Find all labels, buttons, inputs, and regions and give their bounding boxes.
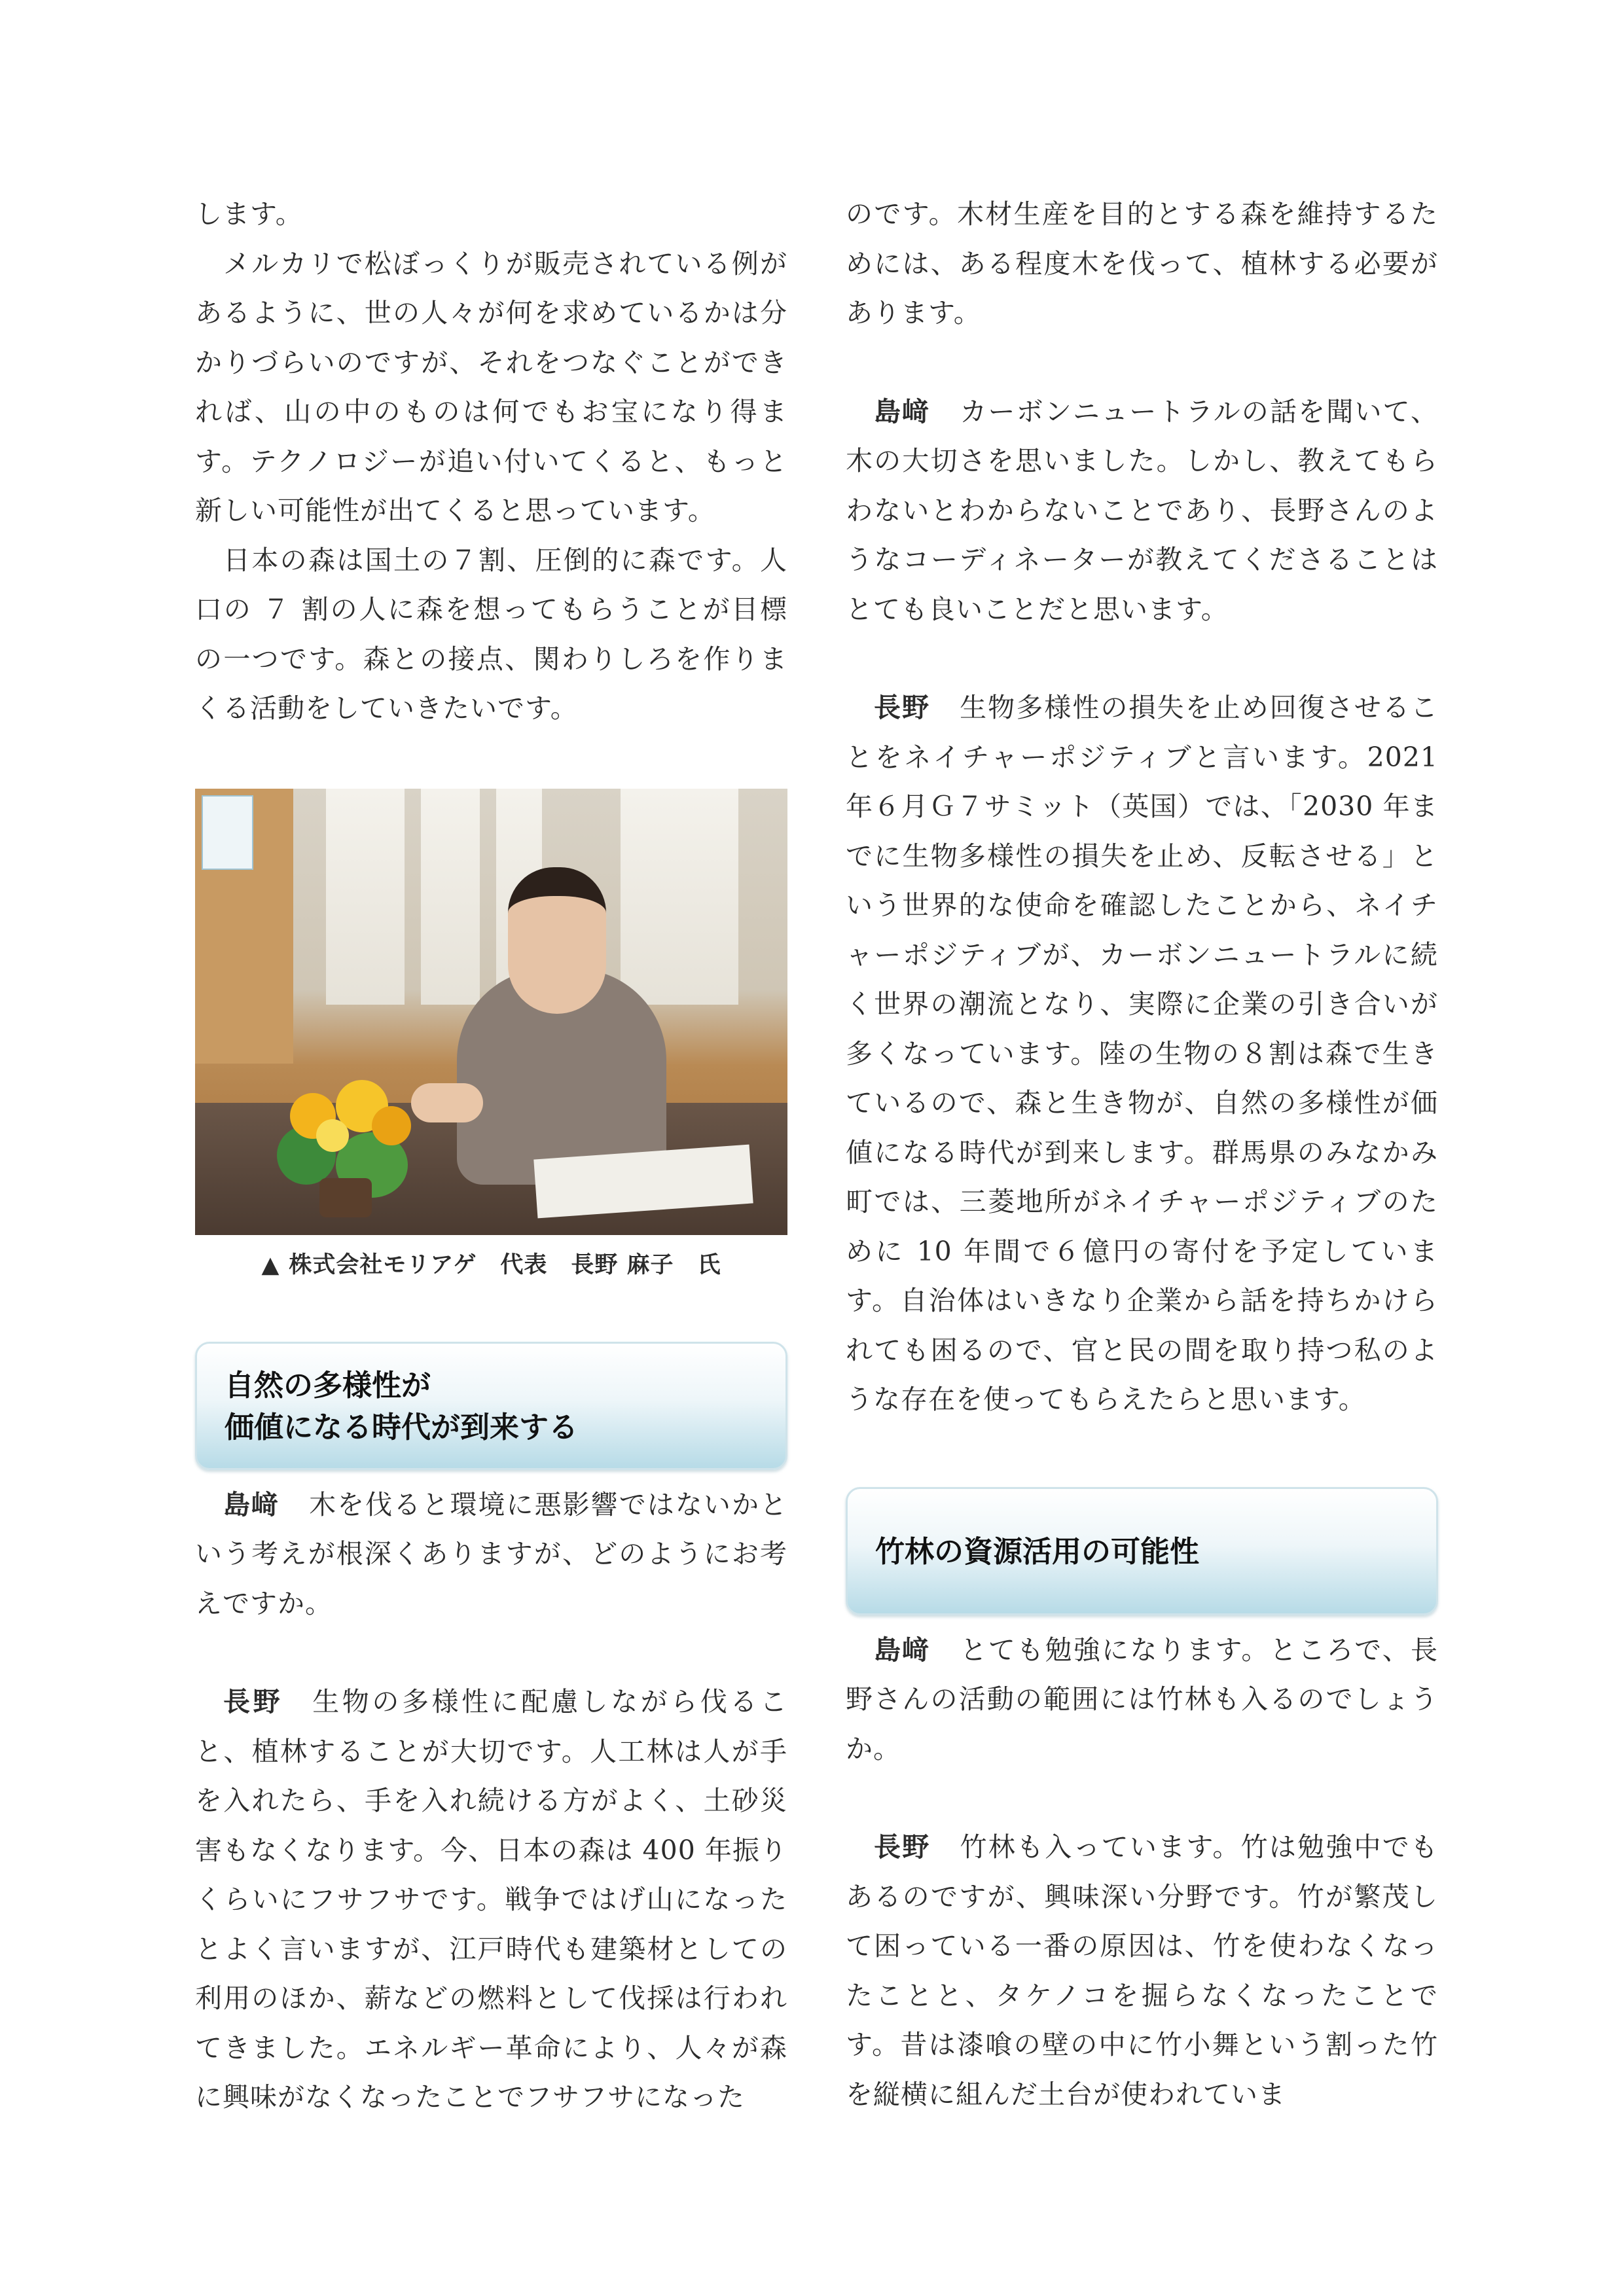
photo-window xyxy=(421,789,480,1005)
photo-wall-sign xyxy=(202,795,253,870)
speaker-name: 長野 xyxy=(874,1831,931,1863)
dialog-paragraph xyxy=(195,1480,787,1629)
photo-window xyxy=(621,789,738,1005)
paragraph: のです。木材生産を目的とする森を維持するためには、ある程度木を伐って、植林する必要があります。 xyxy=(846,198,1438,329)
dialog-paragraph xyxy=(846,1626,1438,1774)
paragraph: メルカリで松ぼっくりが販売されている例があるように、世の人々が何を求めているかは分かりづらいのですが、それをつなぐことができれば、山の中のものは何でもお宝になり得ます。テクノロジーが追い付いてくると、もっと新しい可能性が出てくると思っています。 xyxy=(195,247,787,526)
dialog-text: とても勉強になります。ところで、長野さんの活動の範囲には竹林も入るのでしょうか。 xyxy=(846,1634,1439,1765)
paragraph: 日本の森は国土の７割、圧倒的に森です。人口の ７ 割の人に森を想ってもらうことが目標の一つです。森との接点、関わりしろを作りまくる活動をしていきたいです。 xyxy=(195,544,787,724)
speaker-name: 長野 xyxy=(223,1686,283,1717)
speaker-name: 長野 xyxy=(874,692,931,723)
dialog-paragraph xyxy=(195,1677,787,2123)
dialog-paragraph xyxy=(846,1823,1438,2119)
flower-bouquet xyxy=(257,1080,427,1211)
photo-person-head xyxy=(508,867,606,1014)
speaker-name: 島﨑 xyxy=(874,395,931,427)
section-heading-line: 竹林の資源活用の可能性 xyxy=(875,1534,1200,1569)
dialog-text: 木を伐ると環境に悪影響ではないかという考えが根深くありますが、どのようにお考えですか。 xyxy=(195,1488,788,1619)
dialog-paragraph xyxy=(846,387,1438,635)
section-heading-box xyxy=(846,1487,1438,1615)
speaker-name: 島﨑 xyxy=(223,1488,280,1520)
caption-triangle-icon: ▲ xyxy=(261,1251,280,1278)
left-column xyxy=(195,190,787,2123)
section-heading-line: 価値になる時代が到来する xyxy=(225,1409,579,1444)
interview-photo xyxy=(195,789,787,1235)
section-heading-box xyxy=(195,1342,787,1470)
dialog-text: カーボンニュートラルの話を聞いて、木の大切さを思いました。しかし、教えてもらわないとわからないことであり、長野さんのようなコーディネーターが教えてくださることはとても良いことだと思います。 xyxy=(846,395,1439,625)
dialog-paragraph xyxy=(846,683,1438,1425)
section-heading-line: 自然の多様性が xyxy=(225,1367,431,1403)
dialog-text: 生物多様性の損失を止め回復させることをネイチャーポジティブと言います。2021 年６月Ｇ７サミット（英国）では、「2030 年までに生物多様性の損失を止め、反転させる」という世界的な使命を確認したことから、ネイチャーポジティブが、カーボンニュートラルに続く世界の潮流となり、実際に企業の引き合いが多くなっています。陸の生物の８割は森で生きているので、森と生き物が、自然の多様性が価値になる時代が到来します。群馬県のみなかみ町では、三菱地所がネイチャーポジティブのために 10 年間で６億円の寄付を予定しています。自治体はいきなり企業から話を持ちかけられても困るので、官と民の間を取り持つ私のような存在を使ってもらえたらと思います。 xyxy=(846,692,1439,1415)
dialog-text: 竹林も入っています。竹は勉強中でもあるのですが、興味深い分野です。竹が繁茂して困っている一番の原因は、竹を使わなくなったことと、タケノコを掘らなくなったことです。昔は漆喰の壁の中に竹小舞という割った竹を縦横に組んだ土台が使われていま xyxy=(846,1831,1439,2110)
speaker-name: 島﨑 xyxy=(874,1634,931,1666)
caption-text: 株式会社モリアゲ 代表 長野 麻子 氏 xyxy=(289,1251,721,1278)
right-column xyxy=(846,190,1438,2119)
photo-window xyxy=(326,789,405,1005)
paragraph: します。 xyxy=(195,198,303,230)
photo-caption xyxy=(195,1247,787,1280)
dialog-text: 生物の多様性に配慮しながら伐ること、植林することが大切です。人工林は人が手を入れたら、手を入れ続ける方がよく、土砂災害もなくなります。今、日本の森は 400 年振りくらいにフサフサです。戦争ではげ山になったとよく言いますが、江戸時代も建築材としての利用のほか、薪などの燃料として伐採は行われてきました。エネルギー革命により、人々が森に興味がなくなったことでフサフサになった xyxy=(195,1686,788,2113)
